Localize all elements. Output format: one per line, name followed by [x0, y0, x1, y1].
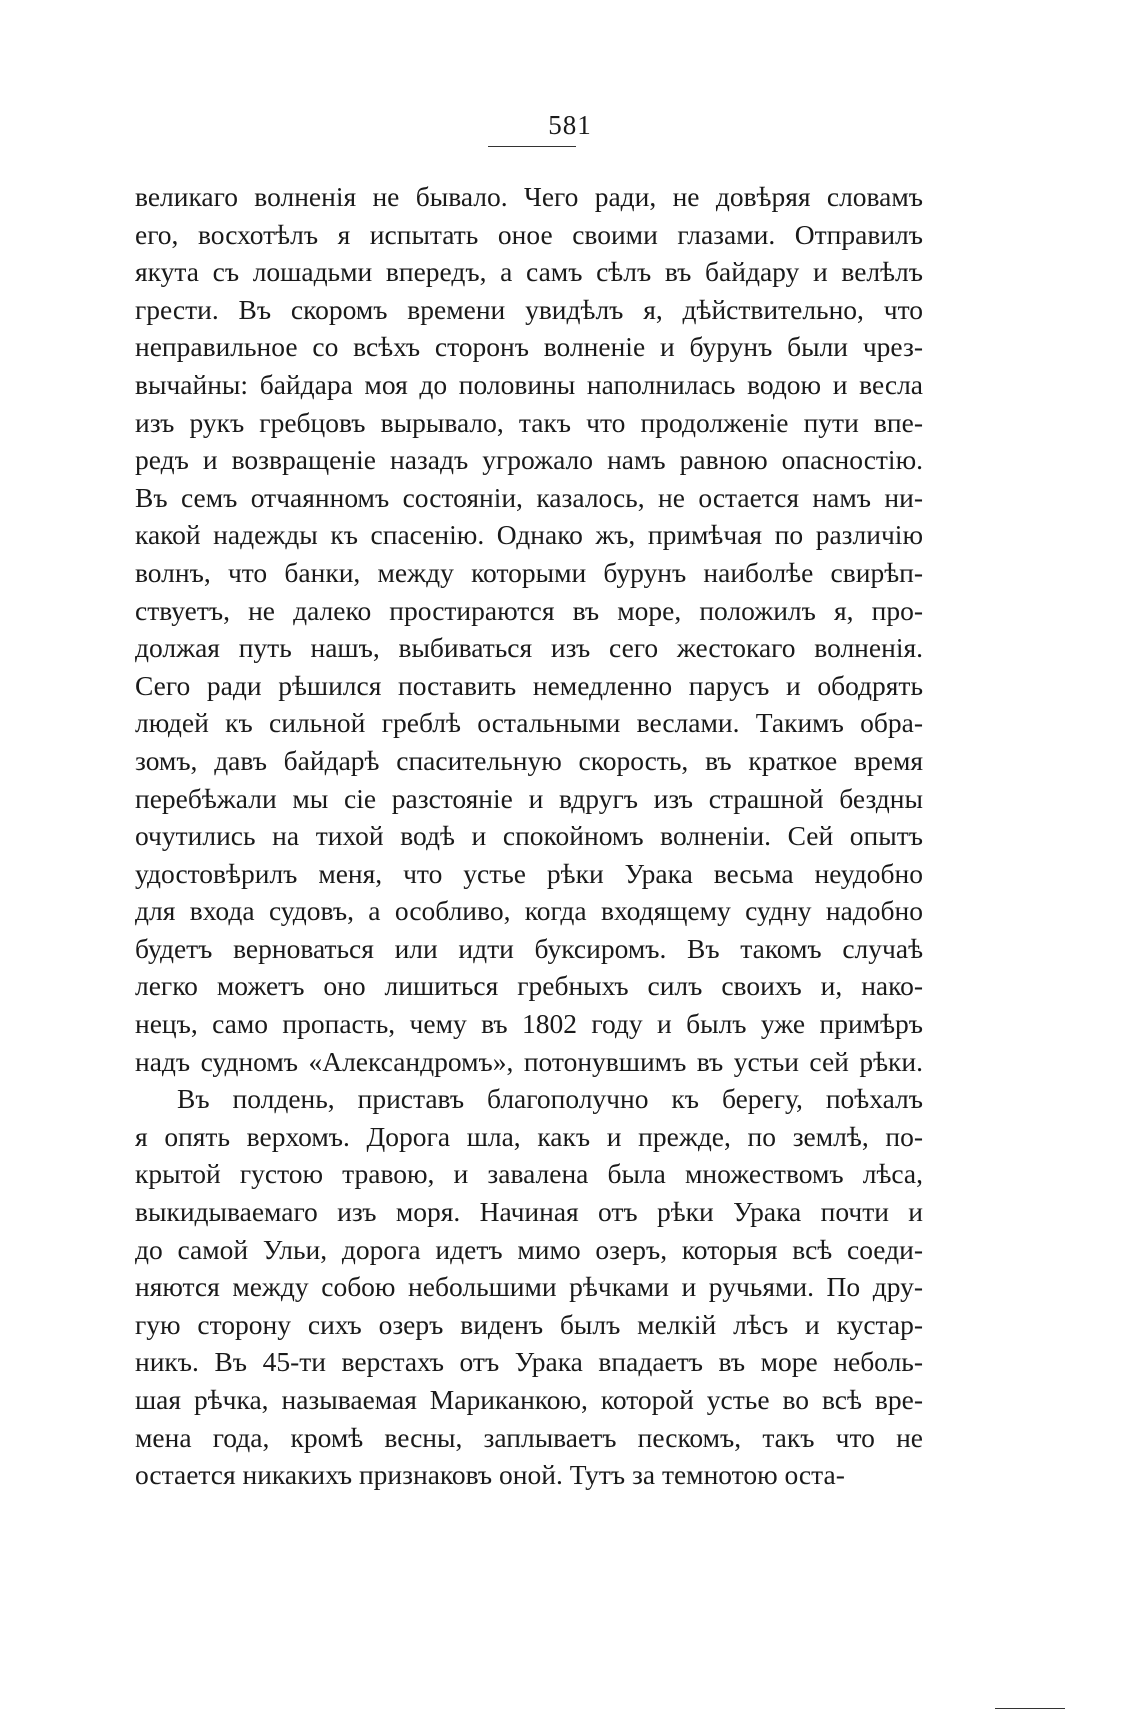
text-line: должая путь нашъ, выбиваться изъ сего жестокаго волненія. — [135, 632, 923, 664]
text-line: никъ. Въ 45-ти верстахъ отъ Урака впадаетъ въ море неболь- — [135, 1346, 923, 1378]
text-line: редъ и возвращеніе назадъ угрожало намъ равною опасностію. — [135, 444, 923, 476]
text-line: Сего ради рѣшился поставить немедленно парусъ и ободрять — [135, 669, 923, 701]
page-number-rule — [488, 146, 576, 147]
text-line: перебѣжали мы сіе разстояніе и вдругъ изъ страшной бездны — [135, 782, 923, 814]
paragraph — [135, 1080, 923, 1494]
text-line: зомъ, давъ байдарѣ спасительную скорость, въ краткое время — [135, 744, 923, 776]
text-line: очутились на тихой водѣ и спокойномъ волненіи. Сей опытъ — [135, 820, 923, 852]
text-line: ствуетъ, не далеко простираются въ море, положилъ я, про- — [135, 594, 923, 626]
text-line: остается никакихъ признаковъ оной. Тутъ за темнотою оста- — [135, 1459, 845, 1491]
text-line: надъ судномъ «Александромъ», потонувшимъ въ устьи сей рѣки. — [135, 1045, 923, 1077]
text-line: вычайны: байдара моя до половины наполнилась водою и весла — [135, 368, 923, 400]
text-line: неправильное со всѣхъ сторонъ волненіе и бурунъ были чрез- — [135, 331, 923, 363]
body-text — [135, 178, 923, 1494]
text-line: шая рѣчка, называемая Мариканкою, которой устье во всѣ вре- — [135, 1384, 923, 1415]
text-line: гую сторону сихъ озеръ виденъ былъ мелкій лѣсъ и кустар- — [135, 1308, 923, 1340]
text-line: Въ семъ отчаянномъ состояніи, казалось, не остается намъ ни- — [135, 481, 923, 513]
text-line: великаго волненія не бывало. Чего ради, не довѣряя словамъ — [135, 181, 923, 212]
text-line: для входа судовъ, а особливо, когда входящему судну надобно — [135, 895, 923, 927]
text-line: его, восхотѣлъ я испытать оное своими глазами. Отправилъ — [135, 218, 923, 250]
text-line: удостовѣрилъ меня, что устье рѣки Урака весьма неудобно — [135, 857, 923, 889]
text-line: легко можетъ оно лишиться гребныхъ силъ своихъ и, нако- — [135, 970, 923, 1002]
text-line: до самой Ульи, дорога идетъ мимо озеръ, которыя всѣ соеди- — [135, 1233, 923, 1265]
text-line: нецъ, само пропасть, чему въ 1802 году и былъ уже примѣръ — [135, 1008, 923, 1040]
text-line: я опять верхомъ. Дорога шла, какъ и прежде, по землѣ, по- — [135, 1120, 923, 1152]
text-line: няются между собою небольшими рѣчками и ручьями. По дру- — [135, 1271, 923, 1303]
text-line: мена года, кромѣ весны, заплываетъ пескомъ, такъ что не — [135, 1421, 923, 1453]
text-line: выкидываемаго изъ моря. Начиная отъ рѣки Урака почти и — [135, 1196, 923, 1228]
text-line: грести. Въ скоромъ времени увидѣлъ я, дѣйствительно, что — [135, 293, 923, 325]
text-line: людей къ сильной греблѣ остальными веслами. Такимъ обра- — [135, 707, 923, 739]
text-line: какой надежды къ спасенію. Однако жъ, примѣчая по различію — [135, 519, 923, 551]
text-line: изъ рукъ гребцовъ вырывало, такъ что продолженіе пути впе- — [135, 406, 923, 438]
page-number: 581 — [548, 110, 592, 140]
text-line: якута съ лошадьми впередъ, а самъ сѣлъ въ байдару и велѣлъ — [135, 256, 923, 288]
text-line: Въ полдень, приставъ благополучно къ берегу, поѣхалъ — [177, 1083, 923, 1115]
text-line: крытой густою травою, и завалена была множествомъ лѣса, — [135, 1158, 923, 1190]
text-line: волнъ, что банки, между которыми бурунъ наиболѣе свирѣп- — [135, 556, 923, 588]
text-line: будетъ верноваться или идти буксиромъ. Въ такомъ случаѣ — [135, 932, 923, 964]
footer-rule — [995, 1708, 1065, 1709]
paragraph — [135, 178, 923, 1080]
